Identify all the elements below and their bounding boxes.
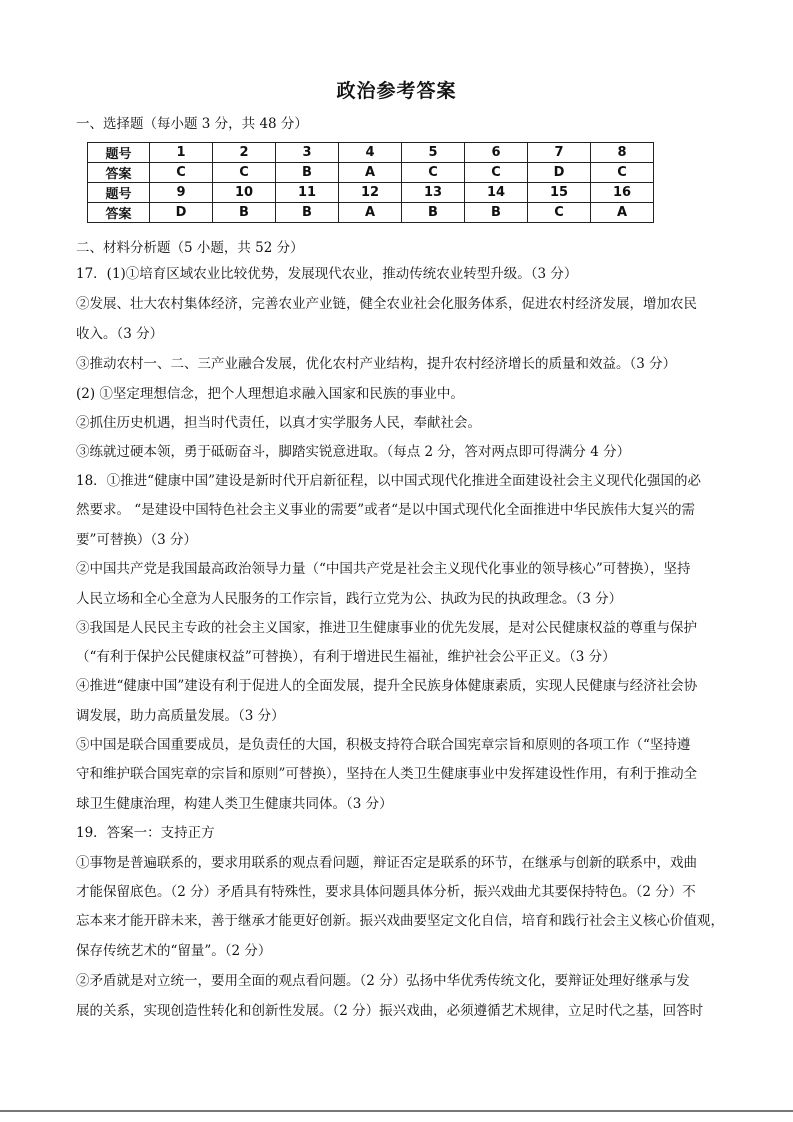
section-2-heading: 二、材料分析题（5 小题，共 52 分） [76,240,304,256]
table-row [88,203,654,223]
answer-line: ②抓住历史机遇，担当时代责任，以真才实学服务人民，奉献社会。 [76,415,481,431]
table-cell: 10 [213,183,276,203]
table-cell: 6 [465,143,528,163]
table-cell: 4 [339,143,402,163]
answer-line: ①事物是普遍联系的，要求用联系的观点看问题，辩证否定是联系的环节，在继承与创新的联系中，戏曲 [76,855,697,871]
page-title: 政治参考答案 [336,80,457,102]
answer-line: (2) ①坚定理想信念，把个人理想追求融入国家和民族的事业中。 [76,386,464,402]
answer-line: ③练就过硬本领，勇于砥砺奋斗，脚踏实锐意进取。（每点 2 分，答对两点即可得满分 4 分） [76,444,631,460]
answer-line: ②发展、壮大农村集体经济，完善农业产业链，健全农业社会化服务体系，促进农村经济发展，增加农民 [76,296,697,312]
table-cell: C [150,163,213,183]
table-cell: 3 [276,143,339,163]
table-cell: B [465,203,528,223]
table-cell: A [591,203,654,223]
answer-line: ③我国是人民民主专政的社会主义国家，推进卫生健康事业的优先发展，是对公民健康权益的尊重与保护 [76,620,697,636]
answer-line: ④推进“健康中国”建设有利于促进人的全面发展，提升全民族身体健康素质，实现人民健康与经济社会协 [76,678,698,694]
answer-line: ②中国共产党是我国最高政治领导力量（“中国共产党是社会主义现代化事业的领导核心”可替换），坚持 [76,561,691,577]
table-cell: 8 [591,143,654,163]
answer-line: 然要求。 “是建设中国特色社会主义事业的需要”或者“是以中国式现代化全面推进中华民族伟大复兴的需 [76,502,695,518]
table-row [88,143,654,163]
answer-line: 19．答案一：支持正方 [76,825,215,841]
table-row [88,183,654,203]
table-cell: 13 [402,183,465,203]
answer-line: 忘本来才能开辟未来，善于继承才能更好创新。振兴戏曲要坚定文化自信，培育和践行社会主义核心价值观， [76,913,724,929]
table-cell: A [339,163,402,183]
answer-line: 收入。（3 分） [76,326,164,342]
answer-line: 人民立场和全心全意为人民服务的工作宗旨，践行立党为公、执政为民的执政理念。（3 分） [76,591,623,607]
table-cell: B [213,203,276,223]
answer-table [87,142,654,223]
row-label: 答案 [88,163,150,183]
table-cell: A [339,203,402,223]
answer-line: 球卫生健康治理，构建人类卫生健康共同体。（3 分） [76,796,393,812]
section-1-heading: 一、选择题（每小题 3 分，共 48 分） [76,116,308,132]
answer-line: 要”可替换）（3 分） [76,532,198,548]
answer-line: （“有利于保护公民健康权益”可替换），有利于增进民生福祉，维护社会公平正义。（3 分） [76,649,616,665]
table-cell: D [528,163,591,183]
table-cell: C [465,163,528,183]
table-cell: 2 [213,143,276,163]
answer-line: 调发展，助力高质量发展。（3 分） [76,708,285,724]
table-cell: 16 [591,183,654,203]
answer-line: ③推动农村一、二、三产业融合发展，优化农村产业结构，提升农村经济增长的质量和效益。（3 分） [76,356,677,372]
table-row [88,163,654,183]
answer-line: 保存传统艺术的“留量”。（2 分） [76,943,272,959]
answer-line: 18．①推进“健康中国”建设是新时代开启新征程，以中国式现代化推进全面建设社会主义现代化强国的必 [76,473,701,489]
answer-line: 守和维护联合国宪章的宗旨和原则”可替换），坚持在人类卫生健康事业中发挥建设性作用，有利于推动全 [76,766,698,782]
table-cell: C [591,163,654,183]
table-cell: 9 [150,183,213,203]
table-cell: B [402,203,465,223]
answer-line: ⑤中国是联合国重要成员，是负责任的大国，积极支持符合联合国宪章宗旨和原则的各项工作（“坚持遵 [76,737,691,753]
page-bottom-rule [0,1110,793,1112]
table-cell: 15 [528,183,591,203]
table-cell: B [276,163,339,183]
table-cell: 11 [276,183,339,203]
table-cell: C [402,163,465,183]
answer-line: ②矛盾就是对立统一，要用全面的观点看问题。（2 分）弘扬中华优秀传统文化，要辩证处理好继承与发 [76,973,690,989]
answer-line: 才能保留底色。（2 分）矛盾具有特殊性，要求具体问题具体分析，振兴戏曲尤其要保持特色。（2 分）不 [76,884,696,900]
row-label: 题号 [88,143,150,163]
table-cell: 5 [402,143,465,163]
table-cell: D [150,203,213,223]
table-cell: C [528,203,591,223]
answer-line: 17．(1)①培育区域农业比较优势，发展现代农业，推动传统农业转型升级。（3 分） [76,266,578,282]
table-cell: 14 [465,183,528,203]
row-label: 题号 [88,183,150,203]
answer-line: 展的关系，实现创造性转化和创新性发展。（2 分）振兴戏曲，必须遵循艺术规律，立足时代之基，回答时 [76,1003,704,1019]
table-cell: C [213,163,276,183]
table-cell: 12 [339,183,402,203]
row-label: 答案 [88,203,150,223]
table-cell: 7 [528,143,591,163]
table-cell: B [276,203,339,223]
table-cell: 1 [150,143,213,163]
